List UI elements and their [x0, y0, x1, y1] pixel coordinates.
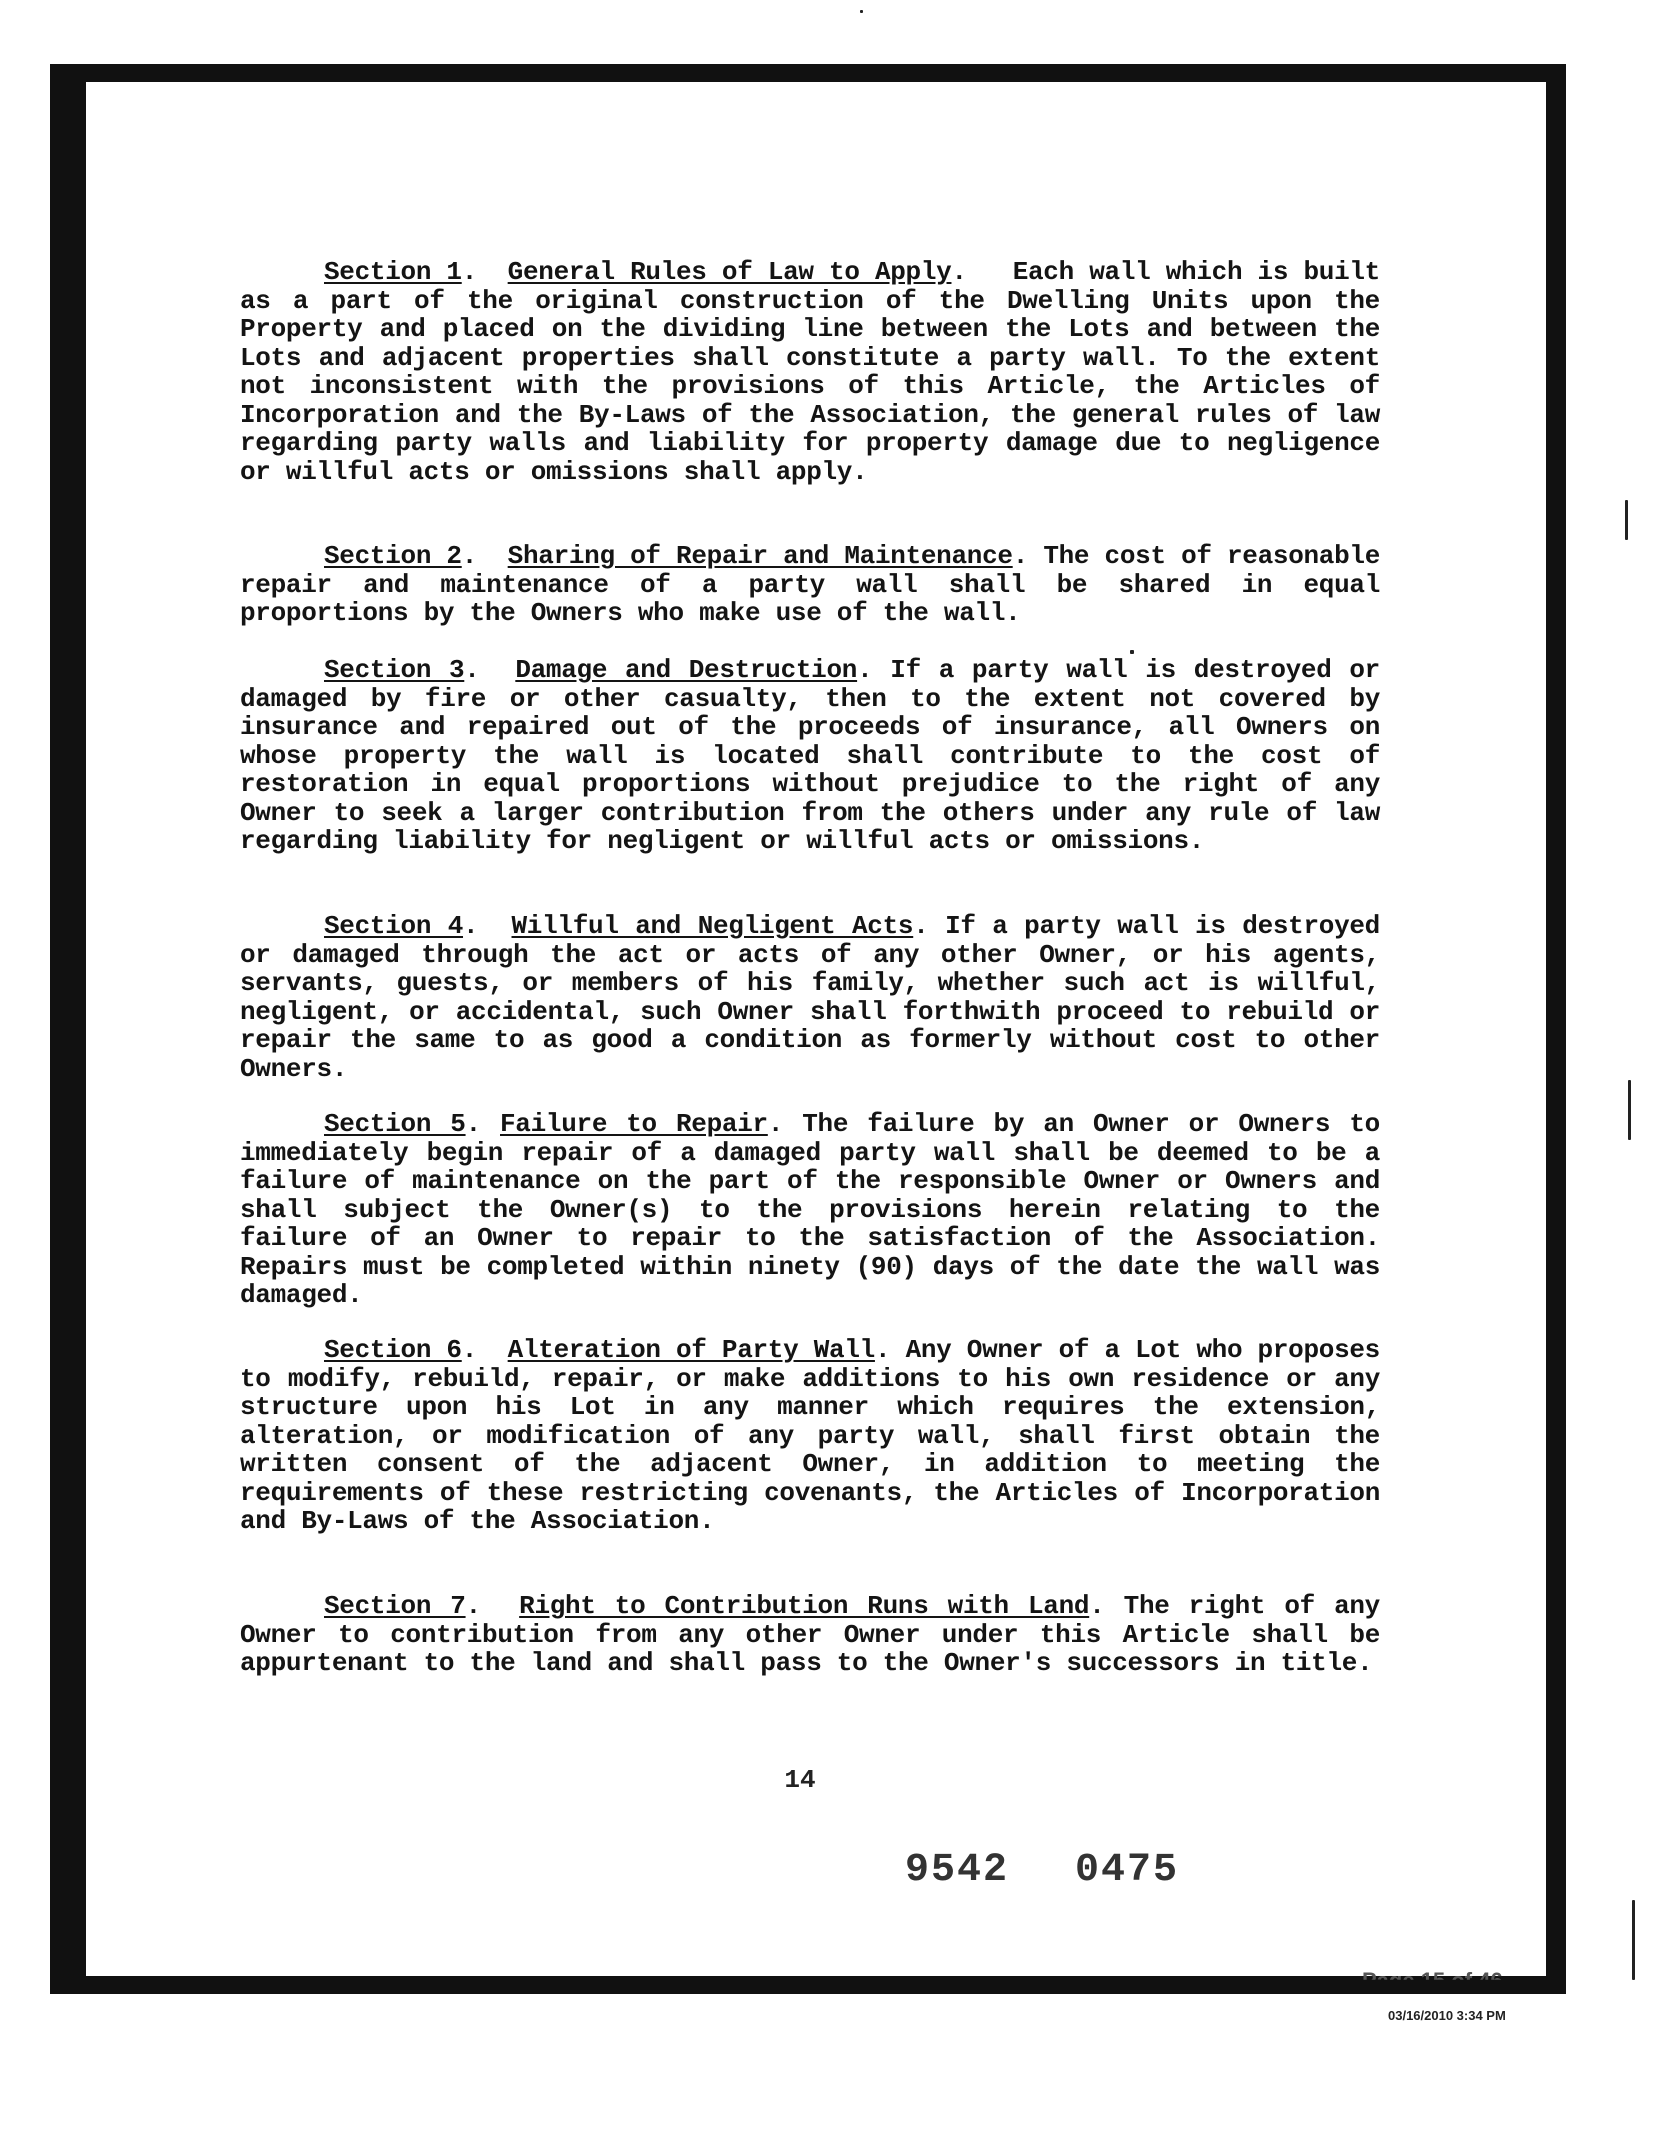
section-title: Alteration of Party Wall — [507, 1335, 875, 1365]
section-title: Damage and Destruction — [515, 655, 858, 685]
section-title: Right to Contribution Runs with Land — [519, 1591, 1090, 1621]
section-title: General Rules of Law to Apply — [507, 257, 952, 287]
section-title: Willful and Negligent Acts — [511, 911, 914, 941]
section-body: Any Owner of a Lot who proposes to modify, rebuild, repair, or make additions to his own residence or any structure upon his Lot in any manner which requires the extension, alteration, or modification of any party wall, shall first obtain the written consent of the adjacent Owner, in addition to meeting the requirements of these restricting covenants, the Articles of Incorporation and By-Laws of the Association. — [240, 1335, 1380, 1536]
section-title: Failure to Repair — [500, 1109, 768, 1139]
section-1: Section 1. General Rules of Law to Apply. Each wall which is built as a part of the original construction of the Dwelling Units upon the Property and placed on the dividing line between the Lots and between the Lots and adjacent properties shall constitute a party wall. To the extent not inconsistent with the provisions of this Article, the Articles of Incorporation and the By-Laws of the Association, the general rules of law regarding party walls and liability for property damage due to negligence or willful acts or omissions shall apply. — [240, 257, 1380, 487]
section-label: Section 4 — [324, 911, 464, 941]
section-body: If a party wall is destroyed or damaged through the act or acts of any other Owner, or his agents, servants, guests, or members of his family, whether such act is willful, negligent, or accidental, such Owner shall forthwith proceed to rebuild or repair the same to as good a condition as formerly without cost to other Owners. — [240, 911, 1380, 1084]
section-label: Section 2 — [324, 541, 462, 571]
scan-speck — [1625, 500, 1628, 540]
section-label: Section 7 — [324, 1591, 466, 1621]
section-body: If a party wall is destroyed or damaged by fire or other casualty, then to the extent not covered by insurance and repaired out of the proceeds of insurance, all Owners on whose property the wall is located shall contribute to the cost of restoration in equal proportions without prejudice to the right of any Owner to seek a larger contribution from the others under any rule of law regarding liability for negligent or willful acts or omissions. — [240, 655, 1380, 856]
section-body: The failure by an Owner or Owners to immediately begin repair of a damaged party wall shall be deemed to be a failure of maintenance on the part of the responsible Owner or Owners and shall subject the Owner(s) to the provisions herein relating to the failure of an Owner to repair to the satisfaction of the Association. Repairs must be completed within ninety (90) days of the date the wall was damaged. — [240, 1109, 1380, 1310]
scan-speck — [1130, 650, 1134, 654]
section-title: Sharing of Repair and Maintenance — [507, 541, 1013, 571]
section-3: Section 3. Damage and Destruction. If a party wall is destroyed or damaged by fire or other casualty, then to the extent not covered by insurance and repaired out of the proceeds of insurance, all Owners on whose property the wall is located shall contribute to the cost of restoration in equal proportions without prejudice to the right of any Owner to seek a larger contribution from the others under any rule of law regarding liability for negligent or willful acts or omissions. — [240, 655, 1380, 856]
section-5: Section 5. Failure to Repair. The failure by an Owner or Owners to immediately begin repair of a damaged party wall shall be deemed to be a failure of maintenance on the part of the responsible Owner or Owners and shall subject the Owner(s) to the provisions herein relating to the failure of an Owner to repair to the satisfaction of the Association. Repairs must be completed within ninety (90) days of the date the wall was damaged. — [240, 1109, 1380, 1310]
section-label: Section 6 — [324, 1335, 462, 1365]
section-6: Section 6. Alteration of Party Wall. Any Owner of a Lot who proposes to modify, rebuild, repair, or make additions to his own residence or any structure upon his Lot in any manner which requires the extension, alteration, or modification of any party wall, shall first obtain the written consent of the adjacent Owner, in addition to meeting the requirements of these restricting covenants, the Articles of Incorporation and By-Laws of the Association. — [240, 1335, 1380, 1536]
section-label: Section 1 — [324, 257, 462, 287]
page-number: 14 — [784, 1765, 816, 1795]
section-2: Section 2. Sharing of Repair and Maintenance. The cost of reasonable repair and maintenance of a party wall shall be shared in equal proportions by the Owners who make use of the wall. — [240, 541, 1381, 628]
scan-speck — [1632, 1900, 1635, 1980]
section-body: The cost of reasonable repair and maintenance of a party wall shall be shared in equal proportions by the Owners who make use of the wall. — [240, 541, 1381, 628]
section-label: Section 3 — [324, 655, 465, 685]
section-body: Each wall which is built as a part of the original construction of the Dwelling Units upon the Property and placed on the dividing line between the Lots and between the Lots and adjacent properties shall constitute a party wall. To the extent not inconsistent with the provisions of this Article, the Articles of Incorporation and the By-Laws of the Association, the general rules of law regarding party walls and liability for property damage due to negligence or willful acts or omissions shall apply. — [240, 257, 1380, 487]
filing-number: 9542 0475 — [905, 1848, 1180, 1893]
section-label: Section 5 — [324, 1109, 466, 1139]
scan-speck — [1628, 1080, 1631, 1140]
section-7: Section 7. Right to Contribution Runs with Land. The right of any Owner to contribution from any other Owner under this Article shall be appurtenant to the land and shall pass to the Owner's successors in title. — [240, 1591, 1380, 1678]
print-timestamp: 03/16/2010 3:34 PM — [1388, 2008, 1506, 2023]
scan-speck — [860, 10, 863, 13]
section-4: Section 4. Willful and Negligent Acts. If a party wall is destroyed or damaged through the act or acts of any other Owner, or his agents, servants, guests, or members of his family, whether such act is willful, negligent, or accidental, such Owner shall forthwith proceed to rebuild or repair the same to as good a condition as formerly without cost to other Owners. — [240, 911, 1380, 1084]
section-body: The right of any Owner to contribution from any other Owner under this Article shall be appurtenant to the land and shall pass to the Owner's successors in title. — [240, 1591, 1380, 1678]
